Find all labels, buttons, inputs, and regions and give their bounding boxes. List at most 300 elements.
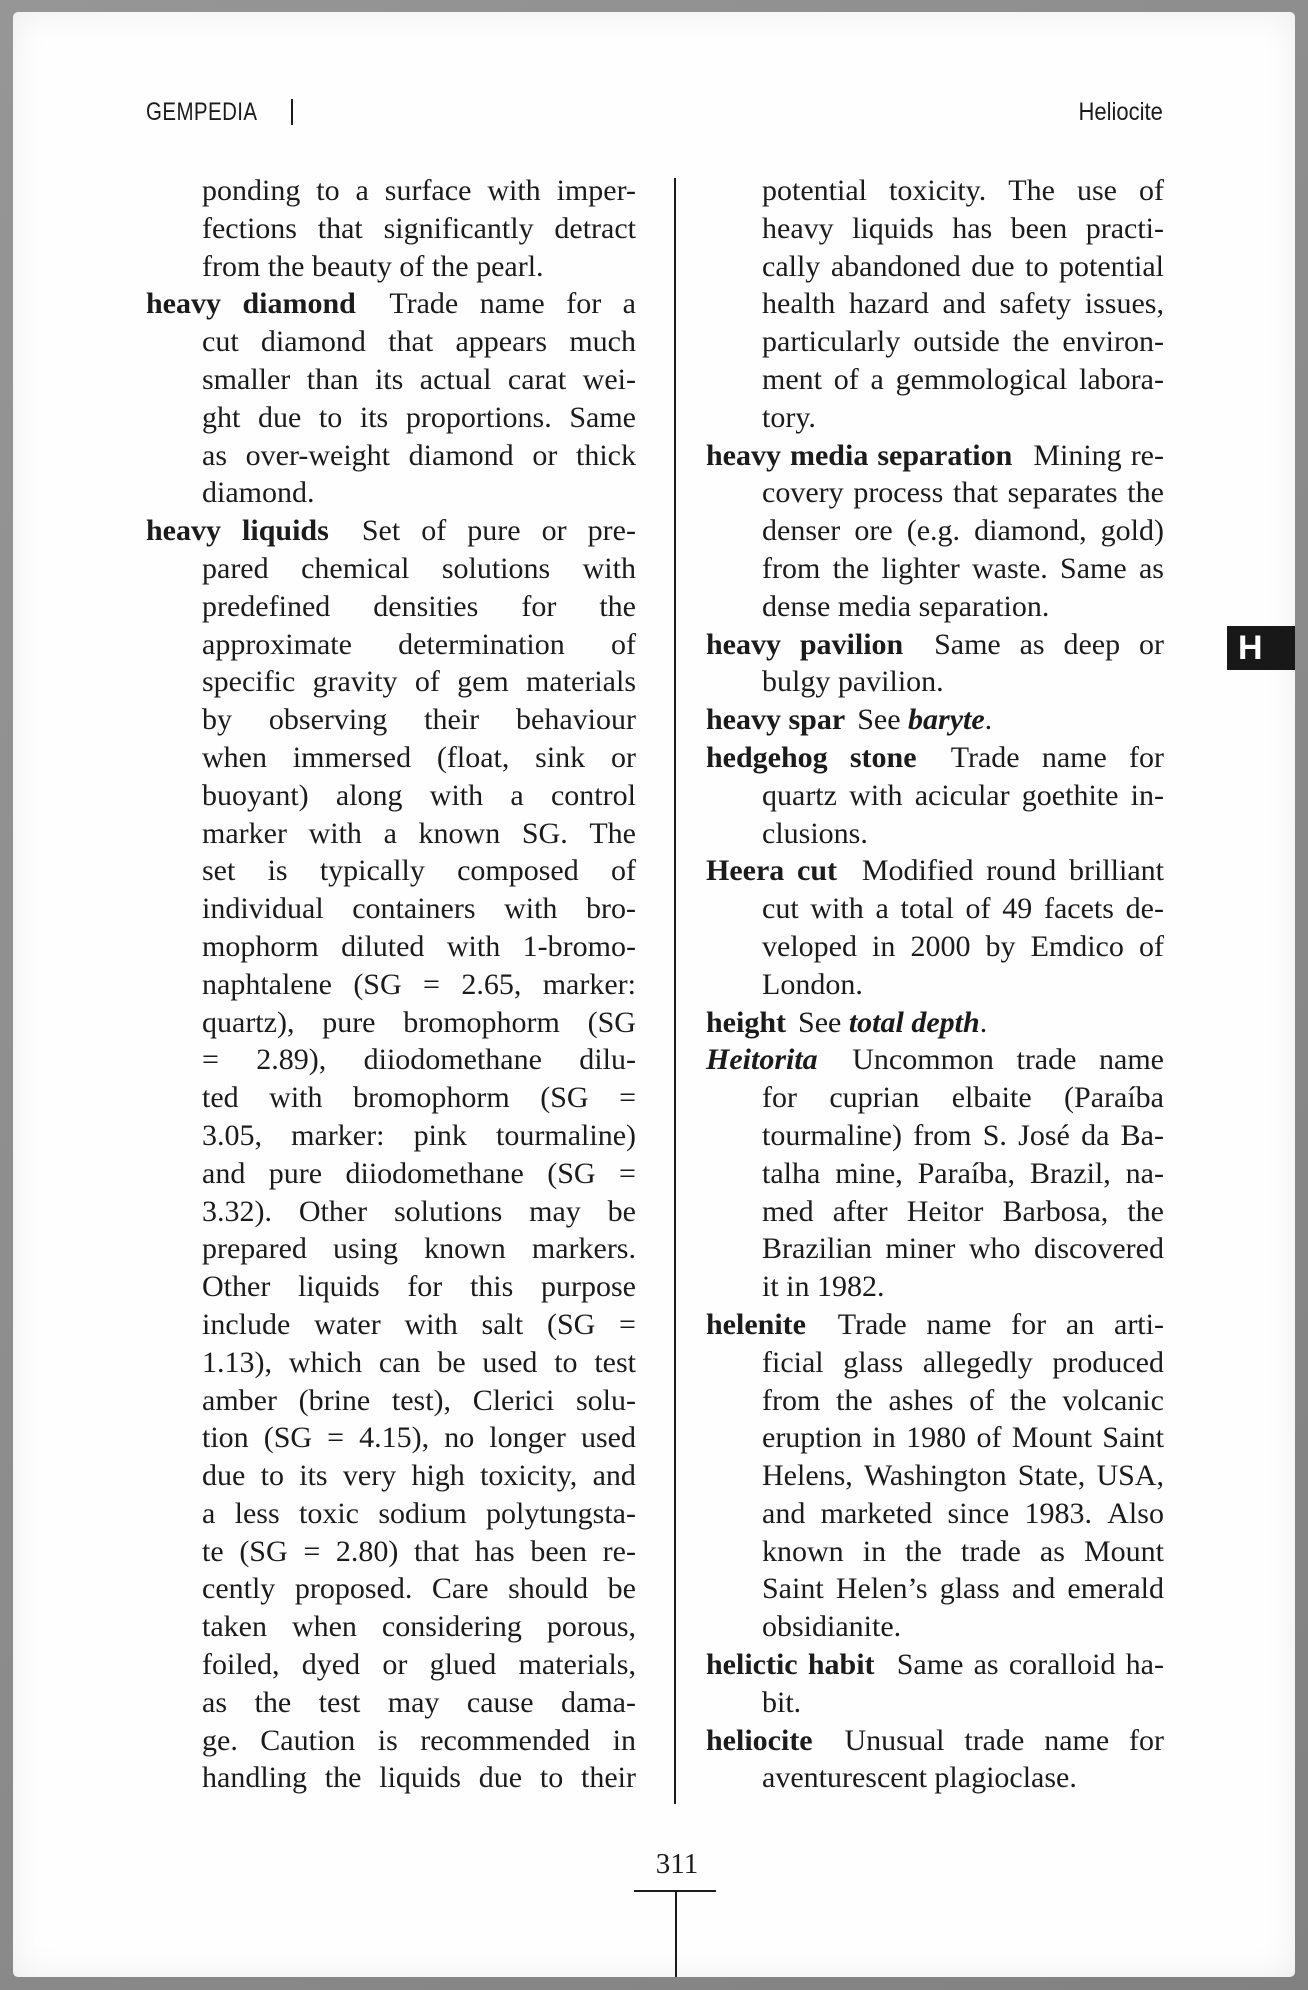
word: veloped: [762, 929, 857, 963]
entry-line: [706, 474, 1164, 512]
word: gem: [457, 665, 509, 699]
entry-line: [706, 928, 1164, 966]
word: that: [388, 325, 434, 359]
entry-line: [706, 1041, 1164, 1079]
word: to: [260, 1459, 284, 1493]
word: thick: [575, 438, 636, 472]
word: liquids: [852, 211, 934, 245]
entry-line: [146, 1382, 636, 1420]
word: labora-: [1079, 362, 1164, 396]
word: from: [762, 551, 821, 585]
entry-line: [706, 1457, 1164, 1495]
word: health: [762, 287, 836, 321]
word: surface: [384, 174, 472, 207]
word: been: [530, 1534, 587, 1568]
entry-line: [706, 210, 1164, 248]
word: coralloid: [1008, 1648, 1116, 1682]
word: =: [619, 1156, 636, 1190]
word: total: [900, 892, 954, 926]
entry-line: [706, 437, 1164, 475]
word: predefined: [202, 589, 331, 623]
word: a: [383, 816, 397, 850]
text-run: diamond.: [202, 476, 315, 510]
word: produced: [1052, 1345, 1164, 1379]
word: Saint: [762, 1572, 824, 1606]
text-run: bulgy pavilion.: [762, 665, 944, 699]
word: =: [303, 1534, 321, 1568]
word: toxicity,: [480, 1459, 578, 1493]
word: approximate: [202, 627, 352, 661]
word: detract: [554, 211, 636, 245]
word: Same: [896, 1648, 964, 1682]
word: carat: [507, 362, 567, 396]
word: The: [1008, 174, 1055, 207]
word: ted: [202, 1081, 239, 1115]
word: its: [374, 362, 404, 396]
word: or: [1138, 627, 1164, 661]
entry-term: Heera: [706, 854, 785, 888]
entry-line: [706, 512, 1164, 550]
word: José: [1018, 1118, 1070, 1152]
thumb-tab-letter: H: [1238, 629, 1263, 667]
word: should: [508, 1572, 589, 1606]
entry-line: [146, 815, 636, 853]
text-run: from the beauty of the pearl.: [202, 249, 544, 283]
word: abandoned: [830, 249, 961, 283]
word: (brine: [298, 1383, 371, 1417]
text-run: bit.: [762, 1685, 802, 1719]
entry-line: [706, 323, 1164, 361]
word: is: [267, 854, 288, 888]
thumb-tab: [1227, 626, 1295, 670]
word: diiodomethane: [345, 1156, 524, 1190]
entry-line: [706, 1155, 1164, 1193]
entry-line: [706, 399, 1164, 437]
word: a: [202, 1496, 216, 1530]
word: by: [985, 929, 1016, 963]
word: Paraíba,: [917, 1156, 1016, 1190]
word: as: [202, 1685, 227, 1719]
word: Mount: [1011, 1421, 1092, 1455]
word: with: [269, 1081, 323, 1115]
word: specific: [202, 665, 296, 699]
word: porous,: [546, 1610, 636, 1644]
entry-line: [146, 626, 636, 664]
word: (SG: [239, 1534, 288, 1568]
word: for: [521, 589, 557, 623]
word: gravity: [312, 665, 398, 699]
word: te: [202, 1534, 224, 1568]
word: 49: [1002, 892, 1033, 926]
entry-line: [146, 588, 636, 626]
entry-line: [706, 966, 1164, 1004]
word: Trade: [950, 740, 1020, 774]
word: smaller: [202, 362, 291, 396]
entry-line: [146, 1570, 636, 1608]
word: Ba-: [1120, 1118, 1164, 1152]
word: USA,: [1096, 1459, 1164, 1493]
entry-line: [146, 1004, 636, 1042]
word: safety: [999, 287, 1072, 321]
running-head-left: [146, 98, 293, 126]
word: a: [355, 174, 369, 207]
word: salt: [481, 1307, 524, 1341]
word: potential: [762, 174, 867, 207]
page: [13, 12, 1295, 1977]
word: in: [612, 1723, 636, 1757]
word: as: [202, 438, 227, 472]
text-run: aventurescent plagioclase.: [762, 1761, 1077, 1795]
word: naphtalene: [202, 967, 332, 1001]
word: Emdico: [1030, 929, 1124, 963]
word: of: [1138, 929, 1164, 963]
word: glued: [429, 1648, 497, 1682]
crop-mark-vertical: [675, 1890, 677, 1977]
word: has: [952, 211, 993, 245]
entry-line: [146, 1079, 636, 1117]
entry-line: [146, 739, 636, 777]
entry-line: [706, 285, 1164, 323]
word: gemmological: [895, 362, 1068, 396]
entry-line: [146, 1193, 636, 1231]
word: known: [424, 1232, 506, 1266]
entry-line: [146, 1608, 636, 1646]
word: for: [1128, 740, 1164, 774]
word: for: [407, 1270, 443, 1304]
word: appears: [455, 325, 548, 359]
word: Uncommon: [852, 1043, 994, 1077]
word: a: [622, 287, 636, 321]
word: since: [947, 1496, 1010, 1530]
word: to: [316, 174, 340, 207]
word: chemical: [301, 551, 410, 585]
word: name: [926, 1307, 992, 1341]
word: that: [414, 1534, 460, 1568]
entry-line: [706, 739, 1164, 777]
word: sodium: [378, 1496, 467, 1530]
word: Other: [298, 1194, 368, 1228]
word: lighter: [881, 551, 960, 585]
entry-line: [146, 928, 636, 966]
word: diamond: [260, 325, 366, 359]
entry-line: [706, 588, 1164, 626]
entry-line: [146, 399, 636, 437]
entry-line: [706, 1004, 1164, 1042]
entry-line: [706, 701, 1164, 739]
entry-line: [706, 1268, 1164, 1306]
word: pink: [413, 1118, 467, 1152]
entry-line: [146, 172, 636, 210]
entry-line: [146, 1306, 636, 1344]
word: elbaite: [951, 1081, 1032, 1115]
word: of: [965, 892, 991, 926]
word: be: [607, 1572, 636, 1606]
word: brilliant: [1069, 854, 1164, 888]
word: longer: [489, 1421, 566, 1455]
word: particularly: [762, 325, 901, 359]
word: Heitor: [906, 1194, 984, 1228]
word: Brazilian: [762, 1232, 872, 1266]
word: observing: [268, 703, 388, 737]
entry-line: [706, 1646, 1164, 1684]
entry-line: [146, 701, 636, 739]
word: this: [469, 1270, 514, 1304]
word: actual: [419, 362, 492, 396]
word: a: [875, 892, 889, 926]
word: in: [872, 929, 896, 963]
entry-term: separation: [877, 438, 1013, 472]
dictionary-entry: [146, 285, 636, 512]
word: Trade: [389, 287, 459, 321]
entry-term: Heitorita: [706, 1043, 818, 1077]
word: 2.89),: [256, 1043, 327, 1077]
word: as: [1019, 627, 1045, 661]
word: for: [1011, 1307, 1047, 1341]
dictionary-entry: [146, 512, 636, 1797]
word: imper-: [556, 174, 636, 207]
word: gold): [1100, 514, 1164, 548]
entry-line: [706, 852, 1164, 890]
entry-line: [146, 1268, 636, 1306]
word: over-weight: [245, 438, 391, 472]
word: to: [539, 1761, 564, 1795]
dictionary-entry: [706, 701, 1164, 739]
word: S.: [982, 1118, 1007, 1152]
word: ha-: [1125, 1648, 1164, 1682]
dictionary-entry: [706, 626, 1164, 702]
entry-term: heavy spar: [706, 703, 846, 737]
cross-reference: baryte: [908, 703, 985, 737]
word: purpose: [540, 1270, 636, 1304]
word: than: [306, 362, 359, 396]
word: of: [610, 627, 636, 661]
word: using: [333, 1232, 399, 1266]
word: materials: [526, 665, 636, 699]
word: miner: [885, 1232, 956, 1266]
entry-term: heavy: [146, 287, 221, 321]
word: Mining: [1033, 438, 1122, 472]
word: is: [377, 1723, 398, 1757]
text-run: See: [857, 703, 909, 737]
word: Same: [934, 627, 1001, 661]
dictionary-entry: [706, 852, 1164, 1003]
word: heavy: [762, 211, 834, 245]
word: fections: [202, 211, 297, 245]
word: of: [976, 1421, 1002, 1455]
word: materials,: [518, 1648, 636, 1682]
word: pure: [268, 1156, 323, 1190]
entry-line: [146, 323, 636, 361]
word: used: [482, 1345, 538, 1379]
text-run: tory.: [762, 400, 816, 434]
word: foiled,: [202, 1648, 280, 1682]
entry-line: [706, 1684, 1164, 1722]
entry-term: heavy: [706, 627, 781, 661]
entry-line: [706, 248, 1164, 286]
word: used: [580, 1421, 636, 1455]
word: has: [474, 1534, 515, 1568]
word: name: [1041, 740, 1107, 774]
entry-line: [706, 1306, 1164, 1344]
text-run: it in 1982.: [762, 1270, 885, 1304]
word: round: [986, 854, 1057, 888]
word: known: [418, 816, 501, 850]
word: separates: [1007, 476, 1118, 510]
entry-line: [146, 1495, 636, 1533]
word: The: [589, 816, 636, 850]
word: Set: [361, 514, 401, 548]
entry-line: [706, 550, 1164, 588]
word: prepared: [202, 1232, 307, 1266]
entry-line: [146, 1759, 636, 1797]
word: med: [762, 1194, 814, 1228]
word: a: [510, 778, 524, 812]
word: State,: [1017, 1459, 1086, 1493]
word: acicular: [914, 778, 1010, 812]
word: water: [314, 1307, 381, 1341]
word: arti-: [1114, 1307, 1164, 1341]
entry-line: [146, 1344, 636, 1382]
word: markers.: [531, 1232, 636, 1266]
word: with: [582, 551, 636, 585]
word: hazard: [848, 287, 929, 321]
entry-line: [146, 852, 636, 890]
entry-line: [706, 1382, 1164, 1420]
word: dilu-: [579, 1043, 636, 1077]
word: for: [1129, 1723, 1164, 1757]
page-number: 311: [655, 1848, 699, 1880]
entry-line: [706, 361, 1164, 399]
word: and: [1011, 1572, 1056, 1606]
column-left: [146, 172, 636, 1797]
entry-line: [706, 1079, 1164, 1117]
header-separator-bar: [291, 99, 293, 125]
word: marker:: [291, 1118, 385, 1152]
entry-term: cut: [797, 854, 838, 888]
word: waste.: [972, 551, 1048, 585]
text-run: See: [798, 1005, 849, 1039]
word: environ-: [1062, 325, 1164, 359]
word: discovered: [1034, 1232, 1164, 1266]
word: trade: [960, 1534, 1021, 1568]
entry-line: [146, 512, 636, 550]
dictionary-entry: [706, 1646, 1164, 1722]
entry-term: heavy: [706, 438, 781, 472]
word: to: [318, 400, 343, 434]
entry-term: stone: [849, 740, 917, 774]
word: practi-: [1085, 211, 1164, 245]
word: or: [541, 514, 567, 548]
word: solutions: [393, 1194, 503, 1228]
word: much: [569, 325, 636, 359]
word: a: [870, 362, 884, 396]
word: of: [610, 854, 636, 888]
word: toxicity.: [889, 174, 987, 207]
word: =: [619, 1307, 636, 1341]
entry-line: [706, 1533, 1164, 1571]
word: significantly: [383, 211, 534, 245]
word: dyed: [301, 1648, 361, 1682]
text-run: London.: [762, 967, 863, 1001]
word: ge.: [202, 1723, 238, 1757]
word: process: [853, 476, 944, 510]
word: in: [862, 1534, 887, 1568]
word: denser: [762, 514, 841, 548]
column-right: [706, 172, 1164, 1797]
word: be: [607, 1194, 636, 1228]
word: or: [382, 1648, 408, 1682]
word: due: [257, 400, 302, 434]
entry-line: [146, 550, 636, 588]
word: buoyant): [202, 778, 309, 812]
running-head: [146, 98, 1163, 126]
word: of: [421, 514, 447, 548]
dictionary-entry: [706, 1004, 1164, 1042]
word: when: [202, 740, 267, 774]
word: goethite: [1021, 778, 1119, 812]
word: da: [1081, 1118, 1110, 1152]
word: typically: [319, 854, 425, 888]
word: that: [952, 476, 998, 510]
word: facets: [1043, 892, 1114, 926]
word: marker:: [542, 967, 636, 1001]
entry-line: [146, 1041, 636, 1079]
word: as: [973, 1648, 999, 1682]
entry-line: [706, 1495, 1164, 1533]
word: glass: [939, 1572, 1000, 1606]
word: less: [234, 1496, 280, 1530]
word: toxic: [298, 1496, 359, 1530]
entry-term: pavilion: [799, 627, 904, 661]
word: or: [532, 438, 558, 472]
entry-line: [706, 1722, 1164, 1760]
word: cause: [466, 1685, 534, 1719]
word: trade: [1016, 1043, 1077, 1077]
entry-term: habit: [807, 1648, 875, 1682]
word: pure: [322, 1005, 376, 1039]
word: set: [202, 854, 236, 888]
word: with: [810, 892, 864, 926]
word: =: [619, 1081, 636, 1115]
word: name: [1099, 1043, 1164, 1077]
entry-line: [706, 1193, 1164, 1231]
word: determination: [398, 627, 565, 661]
entry-line: [146, 890, 636, 928]
word: covery: [762, 476, 844, 510]
word: amber: [202, 1383, 277, 1417]
word: of: [969, 1383, 995, 1417]
word: that: [317, 211, 363, 245]
word: (e.g.: [906, 514, 961, 548]
word: talha: [762, 1156, 821, 1190]
text-run: .: [984, 703, 993, 737]
entry-line: [146, 1155, 636, 1193]
word: after: [832, 1194, 888, 1228]
word: =: [327, 1421, 345, 1455]
word: (Paraíba: [1064, 1081, 1164, 1115]
word: the: [905, 1534, 942, 1568]
word: Mount: [1083, 1534, 1164, 1568]
word: mophorm: [202, 929, 319, 963]
word: of: [414, 665, 440, 699]
word: the: [1009, 1383, 1047, 1417]
entry-line: [146, 1457, 636, 1495]
word: =: [202, 1043, 219, 1077]
word: cally: [762, 249, 821, 283]
word: considering: [381, 1610, 522, 1644]
word: proposed.: [294, 1572, 413, 1606]
word: tourmaline): [496, 1118, 636, 1152]
